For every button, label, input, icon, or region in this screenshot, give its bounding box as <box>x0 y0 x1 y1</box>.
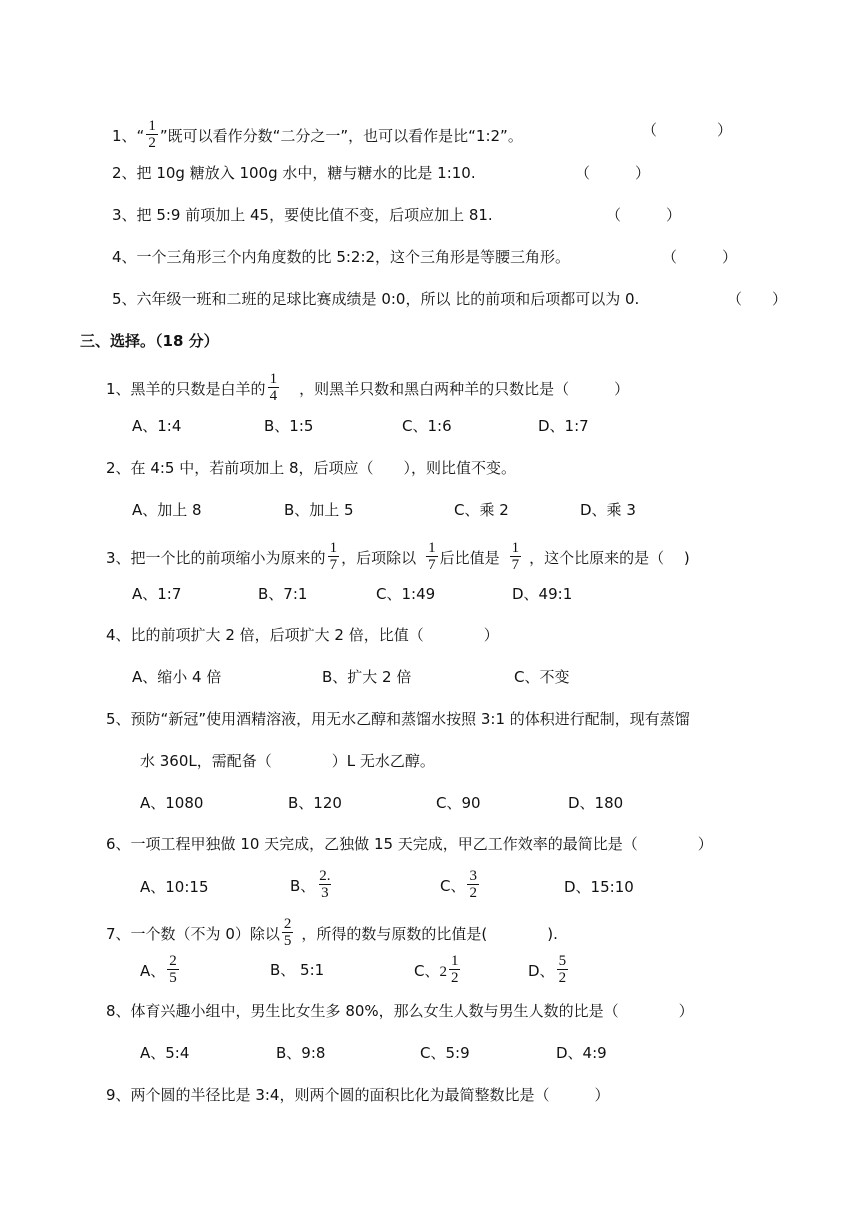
question-number: 4、 <box>106 626 131 644</box>
option-d[interactable]: D、4:9 <box>556 1044 607 1062</box>
option-b[interactable] <box>290 870 335 903</box>
section-heading: 三、选择。（18 分） <box>80 332 219 350</box>
question-text: ，则黑羊只数和黑白两种羊的只数比是（ ） <box>299 380 630 398</box>
question-number: 5、 <box>106 710 131 728</box>
fraction-denominator: 7 <box>428 557 436 573</box>
mixed-number-whole: 2 <box>439 964 447 980</box>
item-text: 一个三角形三个内角度数的比 5:2:2，这个三角形是等腰三角形。 <box>136 248 571 266</box>
option-a[interactable]: A、1080 <box>140 794 204 812</box>
option-label: D、 <box>528 962 555 980</box>
question-7 <box>106 918 558 951</box>
question-6 <box>106 834 713 854</box>
option-label: B、 <box>290 877 316 895</box>
fraction <box>449 953 461 986</box>
judge-item-4 <box>112 247 570 267</box>
option-b[interactable]: B、120 <box>288 794 342 812</box>
option-d[interactable]: D、49:1 <box>512 585 573 603</box>
fraction-numerator: 1 <box>329 540 338 556</box>
item-number: 2、 <box>112 164 137 182</box>
option-c[interactable]: C、1:6 <box>402 417 452 435</box>
option-a[interactable]: A、5:4 <box>140 1044 190 1062</box>
question-text: 一个数（不为 0）除以 <box>130 925 280 943</box>
option-a[interactable]: A、缩小 4 倍 <box>132 668 222 686</box>
option-label: A、 <box>140 962 166 980</box>
option-a[interactable] <box>140 955 181 988</box>
item-text: ”既可以看作分数“二分之一”，也可以看作是比“1:2”。 <box>159 127 523 145</box>
question-text: ，这个比原来的是（ ) <box>529 549 690 567</box>
item-text: 六年级一班和二班的足球比赛成绩是 0:0，所以 比的前项和后项都可以为 0. <box>136 290 640 308</box>
answer-paren-5[interactable]: （ ） <box>727 290 788 308</box>
option-a[interactable]: A、加上 8 <box>132 501 202 519</box>
fraction-numerator: 1 <box>148 118 156 134</box>
fraction-denominator: 2 <box>148 135 156 151</box>
option-label: C、 <box>440 877 466 895</box>
question-text: 黑羊的只数是白羊的 <box>130 380 266 398</box>
fraction-numerator: 2 <box>283 916 292 932</box>
item-number: 3、 <box>112 206 137 224</box>
fraction <box>510 540 522 573</box>
fraction-numerator: 2. <box>319 868 331 884</box>
question-text: 在 4:5 中，若前项加上 8，后项应（ ），则比值不变。 <box>130 459 517 477</box>
option-b[interactable]: B、1:5 <box>264 417 314 435</box>
judge-item-2 <box>112 163 476 183</box>
option-a[interactable]: A、1:7 <box>132 585 182 603</box>
question-number: 1、 <box>106 380 131 398</box>
option-label: C、 <box>414 962 440 980</box>
question-number: 9、 <box>106 1086 131 1104</box>
fraction <box>557 953 569 986</box>
question-text: ，所得的数与原数的比值是( ). <box>301 925 558 943</box>
option-b[interactable]: B、扩大 2 倍 <box>322 668 412 686</box>
fraction-numerator: 3 <box>469 868 477 884</box>
question-text: 体育兴趣小组中，男生比女生多 80%，那么女生人数与男生人数的比是（ ） <box>130 1002 694 1020</box>
item-text: 把 10g 糖放入 100g 水中，糖与糖水的比是 1:10. <box>136 164 476 182</box>
question-number: 7、 <box>106 925 131 943</box>
judge-item-5 <box>112 289 639 309</box>
fraction-denominator: 3 <box>321 885 329 901</box>
question-5-line-1 <box>106 709 690 729</box>
fraction <box>426 540 438 573</box>
fraction-numerator: 5 <box>558 953 567 969</box>
fraction-numerator: 1 <box>269 371 278 387</box>
judge-item-1 <box>112 120 523 153</box>
question-5-line-2: 水 360L，需配备（ ）L 无水乙醇。 <box>140 752 435 770</box>
option-c[interactable]: C、5:9 <box>420 1044 470 1062</box>
option-c[interactable]: C、1:49 <box>376 585 436 603</box>
question-3 <box>106 542 690 575</box>
fraction <box>328 540 340 573</box>
fraction <box>268 371 280 404</box>
option-c[interactable] <box>414 955 462 988</box>
quote-open: “ <box>136 127 145 145</box>
question-number: 2、 <box>106 459 131 477</box>
option-d[interactable]: D、180 <box>568 794 624 812</box>
fraction <box>317 868 332 901</box>
question-text: 比的前项扩大 2 倍，后项扩大 2 倍，比值（ ） <box>130 626 499 644</box>
question-2 <box>106 458 516 478</box>
question-text: 预防“新冠”使用酒精溶液，用无水乙醇和蒸馏水按照 3:1 的体积进行配制，现有蒸馏 <box>130 710 690 728</box>
answer-paren-3[interactable]: （ ） <box>606 206 682 224</box>
question-number: 8、 <box>106 1002 131 1020</box>
fraction-numerator: 1 <box>428 540 436 556</box>
fraction-denominator: 7 <box>511 557 520 573</box>
question-number: 6、 <box>106 835 131 853</box>
fraction-denominator: 2 <box>558 970 567 986</box>
option-a[interactable]: A、1:4 <box>132 417 182 435</box>
option-b[interactable]: B、 5:1 <box>270 961 325 979</box>
fraction-numerator: 1 <box>450 953 459 969</box>
fraction <box>282 916 294 949</box>
item-number: 4、 <box>112 248 137 266</box>
question-number: 3、 <box>106 549 131 567</box>
option-b[interactable]: B、9:8 <box>276 1044 326 1062</box>
option-d[interactable]: D、1:7 <box>538 417 589 435</box>
question-text: 把一个比的前项缩小为原来的 <box>130 549 326 567</box>
fraction-numerator: 1 <box>511 540 520 556</box>
fraction-numerator: 2 <box>169 953 177 969</box>
item-number: 1、 <box>112 127 137 145</box>
fraction-denominator: 7 <box>329 557 338 573</box>
answer-paren-4[interactable]: （ ） <box>662 248 738 266</box>
answer-paren-2[interactable]: （ ） <box>575 164 651 182</box>
fraction-denominator: 2 <box>469 885 477 901</box>
answer-paren-1[interactable]: （ ） <box>642 121 733 139</box>
option-d[interactable] <box>528 955 570 988</box>
question-1 <box>106 373 629 406</box>
fraction-denominator: 5 <box>283 933 292 949</box>
question-text: ，后项除以 <box>341 549 417 567</box>
option-d[interactable]: D、15:10 <box>564 878 634 896</box>
question-9 <box>106 1085 609 1105</box>
option-c[interactable] <box>440 870 481 903</box>
option-c[interactable]: C、不变 <box>514 668 570 686</box>
option-b[interactable]: B、加上 5 <box>284 501 354 519</box>
option-d[interactable]: D、乘 3 <box>580 501 636 519</box>
fraction <box>467 868 479 901</box>
option-a[interactable]: A、10:15 <box>140 878 209 896</box>
option-c[interactable]: C、乘 2 <box>454 501 509 519</box>
question-text: 两个圆的半径比是 3:4，则两个圆的面积比化为最简整数比是（ ） <box>130 1086 610 1104</box>
question-text: 后比值是 <box>439 549 500 567</box>
fraction-denominator: 2 <box>450 970 459 986</box>
item-text: 把 5:9 前项加上 45，要使比值不变，后项应加上 81. <box>136 206 493 224</box>
fraction <box>146 118 158 151</box>
fraction-denominator: 5 <box>169 970 177 986</box>
fraction <box>167 953 179 986</box>
question-text: 一项工程甲独做 10 天完成，乙独做 15 天完成，甲乙工作效率的最简比是（ ） <box>130 835 713 853</box>
judge-item-3 <box>112 205 493 225</box>
question-8 <box>106 1001 694 1021</box>
question-4 <box>106 625 499 645</box>
option-c[interactable]: C、90 <box>436 794 481 812</box>
fraction-denominator: 4 <box>269 388 278 404</box>
item-number: 5、 <box>112 290 137 308</box>
option-b[interactable]: B、7:1 <box>258 585 308 603</box>
